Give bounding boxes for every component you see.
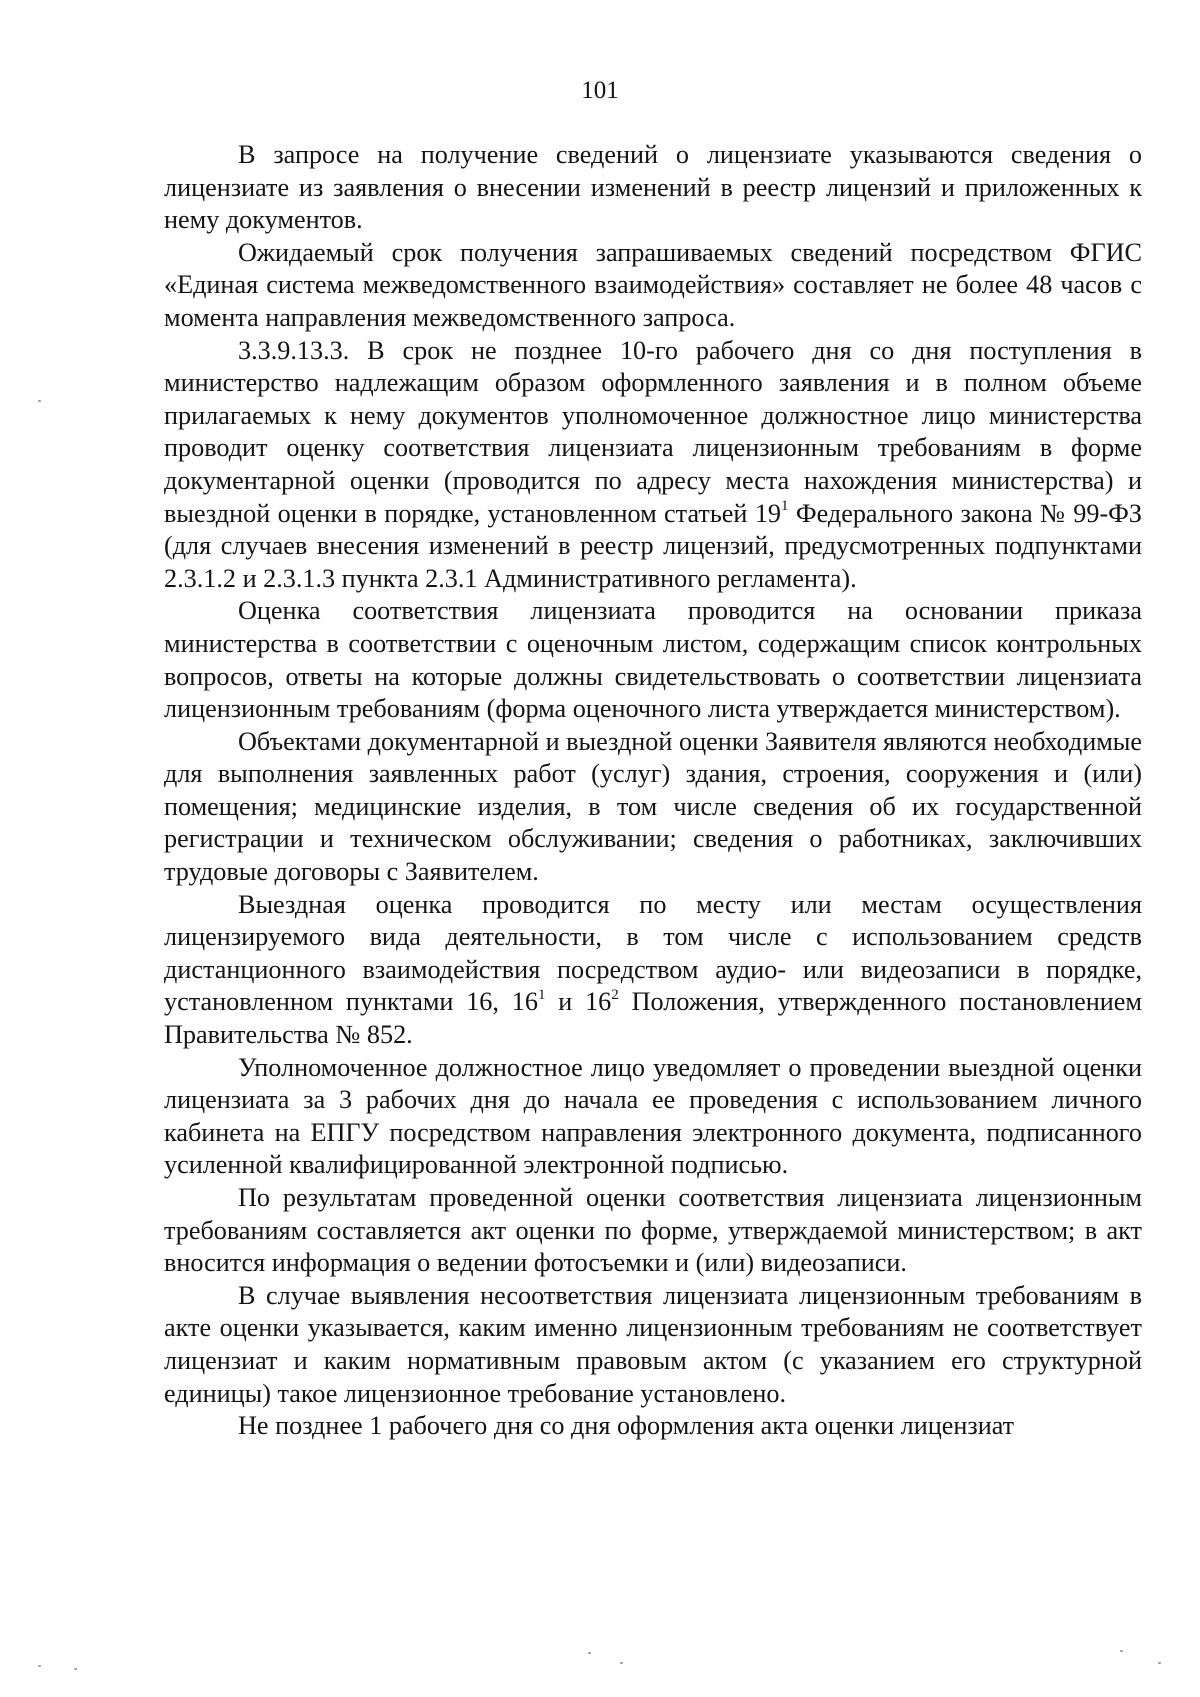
scan-speck xyxy=(74,1668,77,1670)
paragraph-nonconformity: В случае выявления несоответствия лицензиата лицензионным требованиям в акте оценки указывается, каким именно лицензионным требованиям не соответствует лицензиат и каким нормативным правовым актом (с указанием его структурной единицы) такое лицензионное требование установлено. xyxy=(164,1280,1142,1408)
paragraph-onsite-part-a: Выездная оценка проводится по месту или местам осуществления лицензируемого вида деятельности, в том числе с использованием средств дистанционного взаимодействия посредством аудио- или видеозаписи в порядке, установленном пунктами 16, 16 xyxy=(164,889,1142,1017)
paragraph-onsite-part-b: и 16 xyxy=(545,987,612,1017)
superscript-2: 2 xyxy=(611,986,619,1003)
scan-speck xyxy=(1120,1650,1123,1652)
paragraph-act-deadline: Не позднее 1 рабочего дня со дня оформления акта оценки лицензиат xyxy=(238,1411,1015,1441)
paragraph-assessment-act: По результатам проведенной оценки соответствия лицензиата лицензионным требованиям составляется акт оценки по форме, утверждаемой министерством; в акт вносится информация о ведении фотосъемки и (или) видеозаписи. xyxy=(164,1183,1142,1278)
scan-speck xyxy=(38,400,41,402)
paragraph-notification: Уполномоченное должностное лицо уведомляет о проведении выездной оценки лицензиата за 3 рабочих дня до начала ее проведения с использованием личного кабинета на ЕПГУ посредством направления электронного документа, подписанного усиленной квалифицированной электронной подписью. xyxy=(164,1052,1142,1180)
paragraph-3-3-9-13-3-part-a: 3.3.9.13.3. В срок не позднее 10-го рабочего дня со дня поступления в министерство надлежащим образом оформленного заявления и в полном объеме прилагаемых к нему документов уполномоченное должностное лицо министерства проводит оценку соответствия лицензиата лицензионным требованиям в форме документарной оценки (проводится по адресу места нахождения министерства) и выездной оценки в порядке, установленном статьей 19 xyxy=(164,335,1142,528)
scan-speck xyxy=(588,1652,591,1654)
paragraph-onsite-assessment xyxy=(164,889,1142,1052)
paragraph-onsite-part-c: Положения, утвержденного постановлением Правительства № 852. xyxy=(164,987,1143,1050)
paragraph-expected-term: Ожидаемый срок получения запрашиваемых сведений посредством ФГИС «Единая система межведомственного взаимодействия» составляет не более 48 часов с момента направления межведомственного запроса. xyxy=(164,237,1142,332)
superscript-1: 1 xyxy=(781,497,789,514)
paragraph-request-info: В запросе на получение сведений о лицензиате указываются сведения о лицензиате из заявления о внесении изменений в реестр лицензий и приложенных к нему документов. xyxy=(164,140,1142,235)
page-number: 101 xyxy=(581,77,619,104)
paragraph-3-3-9-13-3 xyxy=(164,335,1142,596)
scan-speck xyxy=(1158,1662,1161,1664)
scan-speck xyxy=(620,1662,623,1664)
superscript-1: 1 xyxy=(537,986,546,1003)
paragraph-assessment-order: Оценка соответствия лицензиата проводится на основании приказа министерства в соответствии с оценочным листом, содержащим список контрольных вопросов, ответы на которые должны свидетельствовать о соответствии лицензиата лицензионным требованиям (форма оценочного листа утверждается министерством). xyxy=(164,596,1142,724)
paragraph-assessment-objects: Объектами документарной и выездной оценки Заявителя являются необходимые для выполнения заявленных работ (услуг) здания, строения, сооружения и (или) помещения; медицинские изделия, в том числе сведения об их государственной регистрации и техническом обслуживании; сведения о работниках, заключивших трудовые договоры с Заявителем. xyxy=(164,726,1142,887)
paragraph-3-3-9-13-3-part-b: Федерального закона № 99-ФЗ (для случаев внесения изменений в реестр лицензий, предусмотренных подпунктами 2.3.1.2 и 2.3.1.3 пункта 2.3.1 Административного регламента). xyxy=(164,498,1142,593)
document-body xyxy=(164,139,1142,1443)
scan-speck xyxy=(38,1665,41,1667)
